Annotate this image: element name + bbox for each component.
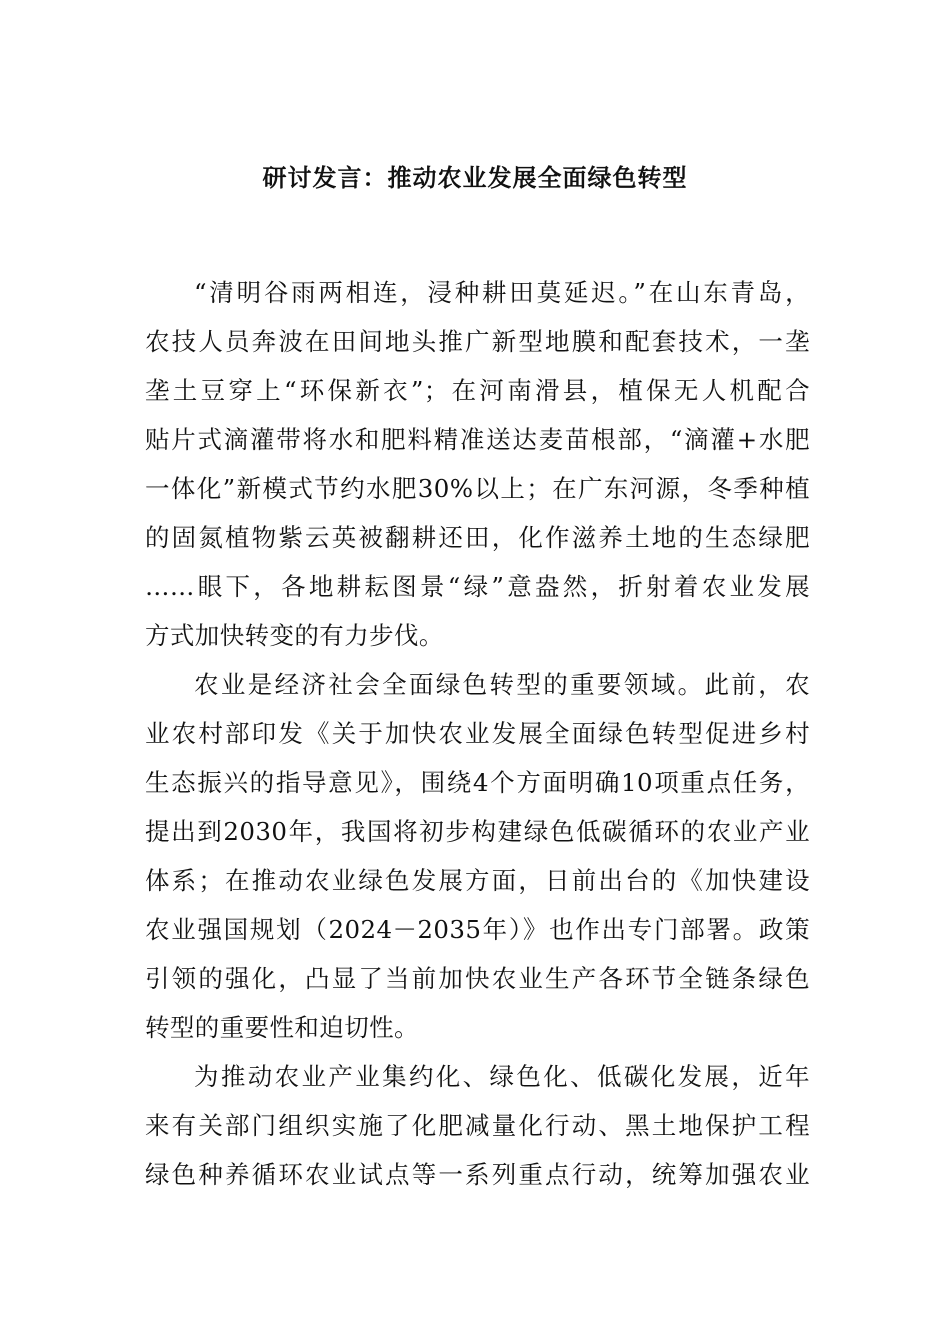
body-text-line: 引领的强化，凸显了当前加快农业生产各环节全链条绿色	[145, 964, 810, 993]
body-text-line: 农业强国规划（2024－2035年）》也作出专门部署。政策	[145, 915, 810, 944]
body-text-line: 转型的重要性和迫切性。	[145, 1013, 419, 1042]
body-text-line: 垄土豆穿上“环保新衣”；在河南滑县，植保无人机配合	[145, 376, 810, 405]
body-text-line: ……眼下，各地耕耘图景“绿”意盎然，折射着农业发展	[145, 572, 810, 601]
document-body	[145, 268, 810, 1199]
body-text-line: 方式加快转变的有力步伐。	[145, 621, 444, 650]
document-title: 研讨发言：推动农业发展全面绿色转型	[262, 164, 688, 192]
body-text-line: 农业是经济社会全面绿色转型的重要领域。此前，农	[194, 670, 810, 699]
body-text-line: 业农村部印发《关于加快农业发展全面绿色转型促进乡村	[145, 719, 810, 748]
body-text-line: “清明谷雨两相连，浸种耕田莫延迟。”在山东青岛，	[194, 278, 810, 307]
body-text-line: 贴片式滴灌带将水和肥料精准送达麦苗根部，“滴灌+水肥	[145, 425, 810, 454]
body-text-line: 为推动农业产业集约化、绿色化、低碳化发展，近年	[194, 1062, 810, 1091]
body-text-line: 绿色种养循环农业试点等一系列重点行动，统筹加强农业	[145, 1160, 810, 1189]
body-text-line: 生态振兴的指导意见》，围绕4个方面明确10项重点任务，	[145, 768, 810, 797]
body-text-line: 提出到2030年，我国将初步构建绿色低碳循环的农业产业	[145, 817, 810, 846]
body-text-line: 的固氮植物紫云英被翻耕还田，化作滋养土地的生态绿肥	[145, 523, 810, 552]
body-text-line: 一体化”新模式节约水肥30%以上；在广东河源，冬季种植	[145, 474, 810, 503]
body-text-line: 体系；在推动农业绿色发展方面，日前出台的《加快建设	[145, 866, 810, 895]
body-text-line: 来有关部门组织实施了化肥减量化行动、黑土地保护工程	[145, 1111, 810, 1140]
body-text-line: 农技人员奔波在田间地头推广新型地膜和配套技术，一垄	[145, 327, 810, 356]
